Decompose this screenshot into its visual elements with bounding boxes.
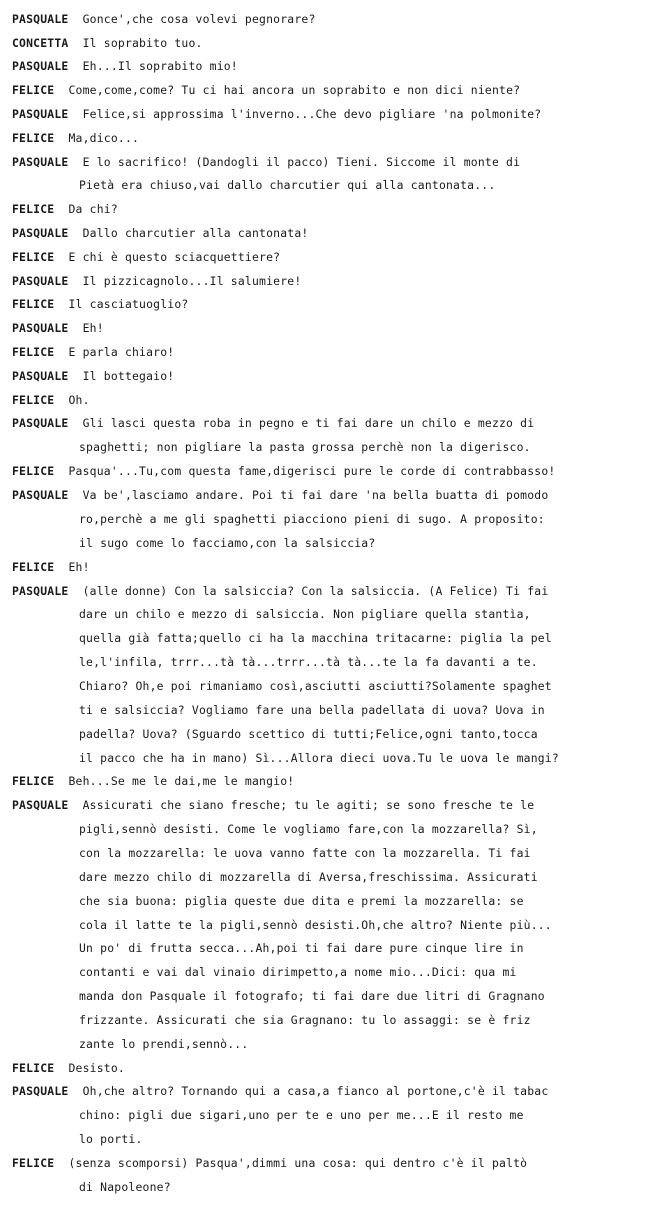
script-line [12,250,280,264]
speaker-name: PASQUALE [12,798,69,812]
speaker-name: FELICE [12,464,55,478]
script-line [79,1132,143,1146]
speaker-name: PASQUALE [12,1084,69,1098]
script-line [12,202,118,216]
dialogue-text: pigli,sennò desisti. Come le vogliamo fare,con la mozzarella? Sì, [79,822,538,836]
script-line [79,1037,248,1051]
dialogue-text: dare un chilo e mezzo di salsiccia. Non pigliare quella stantìa, [79,607,531,621]
script-line [79,631,552,645]
script-line [12,83,520,97]
script-line [79,870,538,884]
script-line [79,989,545,1003]
speaker-name: PASQUALE [12,584,69,598]
script-line [79,1180,171,1194]
speaker-name: PASQUALE [12,59,69,73]
speaker-name: PASQUALE [12,488,69,502]
speaker-name: FELICE [12,1061,55,1075]
dialogue-text: Come,come,come? Tu ci hai ancora un soprabito e non dici niente? [68,83,521,97]
script-line [79,1108,524,1122]
dialogue-text: di Napoleone? [79,1180,171,1194]
speaker-name: CONCETTA [12,36,69,50]
dialogue-text: Il pizzicagnolo...Il salumiere! [82,274,302,288]
speaker-name: PASQUALE [12,369,69,383]
script-line [79,607,531,621]
dialogue-text: Chiaro? Oh,e poi rimaniamo così,asciutti asciutti?Solamente spaghet [79,679,552,693]
dialogue-text: Gli lasci questa roba in pegno e ti fai dare un chilo e mezzo di [82,416,535,430]
script-line [12,321,104,335]
dialogue-text: le,l'infila, trrr...tà tà...trrr...tà tà...te la fa davanti a te. [79,655,538,669]
dialogue-text: E lo sacrifico! (Dandogli il pacco) Tieni. Siccome il monte di [82,155,521,169]
dialogue-text: Oh. [68,393,90,407]
dialogue-text: Felice,si approssima l'inverno...Che devo pigliare 'na polmonite? [82,107,542,121]
speaker-name: FELICE [12,1156,55,1170]
speaker-name: FELICE [12,202,55,216]
dialogue-text: Un po' di frutta secca...Ah,poi ti fai dare pure cinque lire in [79,941,524,955]
dialogue-text: padella? Uova? (Sguardo scettico di tutti;Felice,ogni tanto,tocca [79,727,538,741]
script-line [12,297,188,311]
dialogue-text: Assicurati che siano fresche; tu le agiti; se sono fresche te le [82,798,535,812]
script-line [79,965,517,979]
dialogue-text: Eh! [68,560,90,574]
speaker-name: FELICE [12,393,55,407]
dialogue-text: Pasqua'...Tu,com questa fame,digerisci pure le corde di contrabbasso! [68,464,556,478]
script-line [79,536,375,550]
script-line [79,703,545,717]
dialogue-text: Eh...Il soprabito mio! [82,59,238,73]
script-line [12,107,541,121]
script-line [79,727,538,741]
script-line [12,369,174,383]
dialogue-text: spaghetti; non pigliare la pasta grossa perchè non la digerisco. [79,440,531,454]
dialogue-text: Pietà era chiuso,vai dallo charcutier qui alla cantonata... [79,178,496,192]
speaker-name: FELICE [12,345,55,359]
script-line [12,155,520,169]
dialogue-text: Va be',lasciamo andare. Poi ti fai dare 'na bella buatta di pomodo [82,488,549,502]
dialogue-text: Da chi? [68,202,118,216]
script-line [79,655,538,669]
dialogue-text: Beh...Se me le dai,me le mangio! [68,774,295,788]
script-line [12,416,534,430]
script-line [12,131,139,145]
script-line [79,679,552,693]
dialogue-text: Il soprabito tuo. [82,36,203,50]
speaker-name: PASQUALE [12,321,69,335]
script-line [12,798,534,812]
script-line [79,440,531,454]
dialogue-text: Gonce',che cosa volevi pegnorare? [82,12,316,26]
dialogue-text: cola il latte te la pigli,sennò desisti.Oh,che altro? Niente più... [79,918,552,932]
script-line [79,178,495,192]
dialogue-text: zante lo prendi,sennò... [79,1037,249,1051]
dialogue-text: Oh,che altro? Tornando qui a casa,a fianco al portone,c'è il tabac [82,1084,549,1098]
dialogue-text: E chi è questo sciacquettiere? [68,250,281,264]
speaker-name: FELICE [12,297,55,311]
script-line [79,941,524,955]
script-line [12,464,555,478]
dialogue-text: (alle donne) Con la salsiccia? Con la salsiccia. (A Felice) Ti fai [82,584,549,598]
dialogue-text: Desisto. [68,1061,125,1075]
script-line [79,512,545,526]
dialogue-text: (senza scomporsi) Pasqua',dimmi una cosa: qui dentro c'è il paltò [68,1156,528,1170]
script-line [12,774,294,788]
speaker-name: FELICE [12,250,55,264]
script-line [79,822,538,836]
dialogue-text: dare mezzo chilo di mozzarella di Aversa,freschissima. Assicurati [79,870,538,884]
dialogue-text: frizzante. Assicurati che sia Gragnano: tu lo assaggi: se è friz [79,1013,531,1027]
dialogue-text: che sia buona: piglia queste due dita e premi la mozzarella: se [79,894,524,908]
script-line [79,918,552,932]
speaker-name: PASQUALE [12,107,69,121]
speaker-name: FELICE [12,131,55,145]
script-line [12,274,301,288]
script-line [12,226,308,240]
dialogue-text: Il bottegaio! [82,369,175,383]
script-line [79,751,559,765]
speaker-name: FELICE [12,83,55,97]
speaker-name: PASQUALE [12,226,69,240]
dialogue-text: manda don Pasquale il fotografo; ti fai dare due litri di Gragnano [79,989,545,1003]
script-line [12,36,203,50]
dialogue-text: E parla chiaro! [68,345,175,359]
dialogue-text: Dallo charcutier alla cantonata! [82,226,309,240]
dialogue-text: lo porti. [79,1132,143,1146]
script-line [12,584,548,598]
dialogue-text: Ma,dico... [68,131,140,145]
script-line [12,560,90,574]
speaker-name: PASQUALE [12,155,69,169]
dialogue-text: con la mozzarella: le uova vanno fatte con la mozzarella. Ti fai [79,846,531,860]
dialogue-text: chino: pigli due sigari,uno per te e uno per me...E il resto me [79,1108,524,1122]
dialogue-text: contanti e vai dal vinaio dirimpetto,a nome mio...Dici: qua mi [79,965,517,979]
dialogue-text: il sugo come lo facciamo,con la salsiccia? [79,536,376,550]
script-line [79,1013,531,1027]
dialogue-text: Eh! [82,321,104,335]
script-line [79,846,531,860]
speaker-name: PASQUALE [12,12,69,26]
dialogue-text: ti e salsiccia? Vogliamo fare una bella padellata di uova? Uova in [79,703,545,717]
speaker-name: PASQUALE [12,274,69,288]
dialogue-text: Il casciatuoglio? [68,297,189,311]
script-line [12,12,316,26]
script-line [12,1156,527,1170]
speaker-name: PASQUALE [12,416,69,430]
script-line [12,345,174,359]
dialogue-text: ro,perchè a me gli spaghetti piacciono pieni di sugo. A proposito: [79,512,545,526]
script-line [12,393,90,407]
script-line [79,894,524,908]
dialogue-text: quella già fatta;quello ci ha la macchina tritacarne: piglia la pel [79,631,552,645]
script-line [12,1084,548,1098]
speaker-name: FELICE [12,774,55,788]
script-line [12,59,238,73]
script-line [12,488,548,502]
dialogue-text: il pacco che ha in mano) Sì...Allora dieci uova.Tu le uova le mangi? [79,751,559,765]
speaker-name: FELICE [12,560,55,574]
script-line [12,1061,125,1075]
